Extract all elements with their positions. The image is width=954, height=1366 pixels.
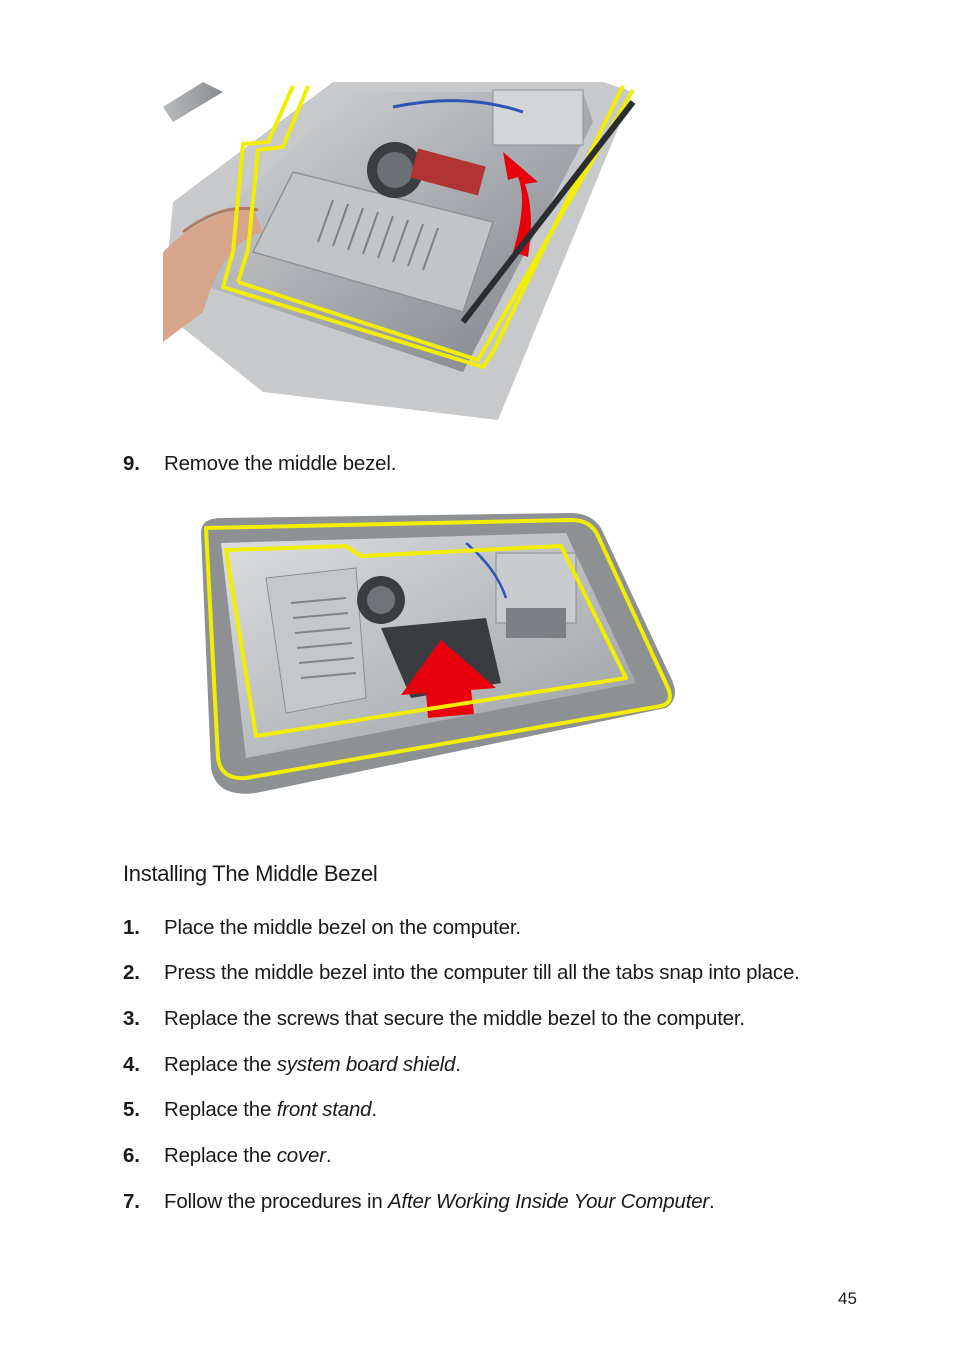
step-text-post: .	[325, 1144, 332, 1167]
computer-bezel-removal-photo	[163, 82, 643, 420]
middle-bezel-figure	[196, 508, 686, 800]
step-text	[164, 1189, 715, 1215]
step-text	[164, 1143, 331, 1169]
cover-link[interactable]: cover	[276, 1144, 326, 1167]
step-number: 3.	[123, 1007, 140, 1030]
computer-middle-bezel-photo	[196, 508, 686, 800]
step-number: 4.	[123, 1053, 140, 1076]
step-number: 2.	[123, 961, 140, 984]
step-text: Place the middle bezel on the computer.	[164, 916, 521, 939]
step-text: Replace the screws that secure the middle bezel to the computer.	[164, 1007, 745, 1030]
step-text-pre: Replace the	[164, 1098, 277, 1121]
step-text-pre: Follow the procedures in	[164, 1190, 389, 1213]
step-text	[164, 1052, 461, 1078]
step-number: 5.	[123, 1098, 140, 1121]
step-number: 9.	[123, 452, 140, 475]
step-text-post: .	[455, 1053, 461, 1076]
after-working-inside-link[interactable]: After Working Inside Your Computer	[388, 1190, 710, 1213]
step-number: 1.	[123, 916, 140, 939]
front-stand-link[interactable]: front stand	[276, 1098, 372, 1121]
step-text: Press the middle bezel into the computer till all the tabs snap into place.	[164, 961, 800, 984]
system-board-shield-link[interactable]: system board shield	[276, 1053, 456, 1076]
step-number: 6.	[123, 1144, 140, 1167]
step-text: Remove the middle bezel.	[164, 452, 397, 475]
step-number: 7.	[123, 1190, 140, 1213]
step-text-pre: Replace the	[164, 1144, 277, 1167]
bezel-removal-figure	[163, 82, 643, 420]
step-text-pre: Replace the	[164, 1053, 277, 1076]
step-text	[164, 1097, 377, 1123]
step-text-post: .	[371, 1098, 377, 1121]
section-heading: Installing The Middle Bezel	[123, 861, 378, 886]
page-number: 45	[838, 1289, 857, 1308]
step-text-post: .	[709, 1190, 715, 1213]
